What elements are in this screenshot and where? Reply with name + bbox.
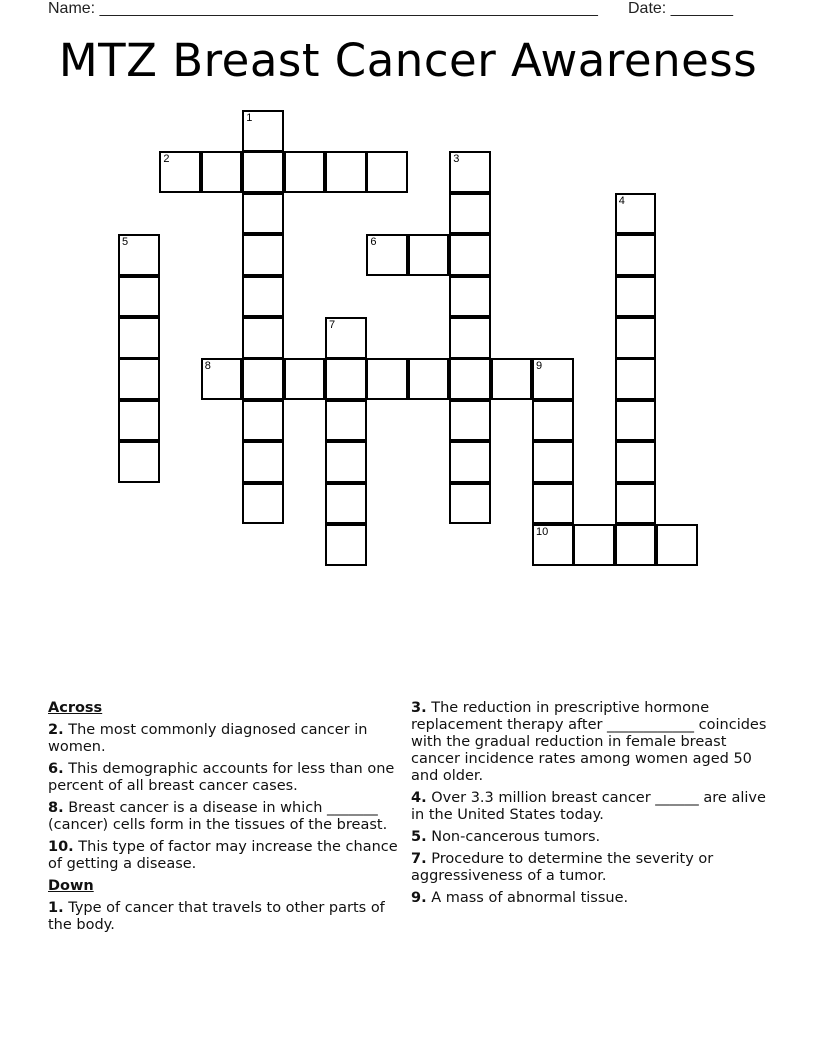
crossword-cell[interactable] (325, 317, 367, 359)
clue-down-4: 4. Over 3.3 million breast cancer ______ are alive in the United States today. (411, 790, 766, 823)
crossword-cell[interactable] (449, 317, 491, 359)
clue-down-5: 5. Non-cancerous tumors. (411, 829, 601, 845)
crossword-cell[interactable] (242, 483, 284, 525)
crossword-cell[interactable] (615, 193, 657, 235)
crossword-cell[interactable] (532, 400, 574, 442)
crossword-cell[interactable] (366, 358, 408, 400)
crossword-cell[interactable] (118, 317, 160, 359)
clue-number-label: 1 (246, 112, 253, 124)
clue-down-3: 3. The reduction in prescriptive hormone replacement therapy after ____________ coincides with the gradual reduction in female breast cancer incidence rates among women aged 50 and older. (411, 700, 767, 784)
date-field[interactable]: Date: _______ (628, 0, 733, 17)
crossword-cell[interactable] (408, 358, 450, 400)
crossword-cell[interactable] (201, 151, 243, 193)
crossword-cell[interactable] (449, 483, 491, 525)
crossword-cell[interactable] (449, 276, 491, 318)
crossword-cell[interactable] (532, 524, 574, 566)
crossword-cell[interactable] (656, 524, 698, 566)
crossword-cell[interactable] (449, 234, 491, 276)
crossword-cell[interactable] (449, 151, 491, 193)
clue-number-label: 4 (618, 194, 625, 207)
crossword-cell[interactable] (159, 151, 201, 193)
clue-down-7: 7. Procedure to determine the severity or aggressiveness of a tumor. (411, 851, 714, 884)
clue-number-label: 3 (453, 153, 460, 166)
crossword-cell[interactable] (532, 441, 574, 483)
crossword-cell[interactable] (325, 483, 367, 525)
crossword-cell[interactable] (118, 400, 160, 442)
crossword-cell[interactable] (615, 441, 657, 483)
crossword-cell[interactable] (615, 483, 657, 525)
clue-across-6: 6. This demographic accounts for less than one percent of all breast cancer cases. (48, 761, 395, 794)
crossword-cell[interactable] (242, 110, 284, 152)
crossword-cell[interactable] (449, 400, 491, 442)
clue-number-label: 10 (536, 526, 549, 538)
crossword-cell[interactable] (366, 151, 408, 193)
crossword-cell[interactable] (284, 358, 326, 400)
crossword-cell[interactable] (325, 151, 367, 193)
crossword-cell[interactable] (449, 358, 491, 400)
crossword-cell[interactable] (491, 358, 533, 400)
crossword-cell[interactable] (615, 358, 657, 400)
crossword-cell[interactable] (532, 483, 574, 525)
clue-number-label: 7 (329, 319, 336, 331)
crossword-cell[interactable] (366, 234, 408, 276)
crossword-cell[interactable] (242, 317, 284, 359)
crossword-cell[interactable] (449, 193, 491, 235)
page-title: MTZ Breast Cancer Awareness (58, 34, 758, 87)
crossword-cell[interactable] (615, 400, 657, 442)
crossword-cell[interactable] (118, 358, 160, 400)
clue-across-10: 10. This type of factor may increase the chance of getting a disease. (48, 839, 398, 872)
crossword-cell[interactable] (118, 276, 160, 318)
crossword-cell[interactable] (242, 276, 284, 318)
crossword-cell[interactable] (325, 358, 367, 400)
crossword-cell[interactable] (201, 358, 243, 400)
crossword-cell[interactable] (242, 193, 284, 235)
crossword-cell[interactable] (449, 441, 491, 483)
crossword-cell[interactable] (242, 234, 284, 276)
clue-number-label: 9 (536, 360, 543, 373)
crossword-cell[interactable] (118, 234, 160, 276)
clue-across-8: 8. Breast cancer is a disease in which _______ (cancer) cells form in the tissues of the breast. (48, 800, 388, 833)
crossword-cell[interactable] (242, 151, 284, 193)
crossword-cell[interactable] (242, 400, 284, 442)
clue-down-1: 1. Type of cancer that travels to other parts of the body. (48, 900, 385, 933)
across-heading: Across (48, 700, 103, 716)
crossword-cell[interactable] (242, 358, 284, 400)
clue-number-label: 5 (122, 236, 129, 249)
clues-right-column (411, 700, 771, 912)
crossword-cell[interactable] (615, 317, 657, 359)
clues-left-column (48, 700, 398, 939)
crossword-cell[interactable] (615, 234, 657, 276)
crossword-cell[interactable] (325, 441, 367, 483)
clue-across-2: 2. The most commonly diagnosed cancer in women. (48, 722, 368, 755)
crossword-cell[interactable] (532, 358, 574, 400)
clue-down-9: 9. A mass of abnormal tissue. (411, 890, 629, 906)
crossword-cell[interactable] (325, 400, 367, 442)
crossword-cell[interactable] (573, 524, 615, 566)
crossword-cell[interactable] (118, 441, 160, 483)
crossword-cell[interactable] (284, 151, 326, 193)
name-field[interactable]: Name: ________________________________________________________ (48, 0, 598, 17)
clue-number-label: 8 (204, 360, 211, 373)
clue-number-label: 6 (370, 236, 377, 249)
clue-number-label: 2 (163, 153, 170, 166)
crossword-cell[interactable] (615, 276, 657, 318)
crossword-cell[interactable] (242, 441, 284, 483)
crossword-cell[interactable] (325, 524, 367, 566)
crossword-cell[interactable] (615, 524, 657, 566)
down-heading: Down (48, 878, 94, 894)
crossword-cell[interactable] (408, 234, 450, 276)
